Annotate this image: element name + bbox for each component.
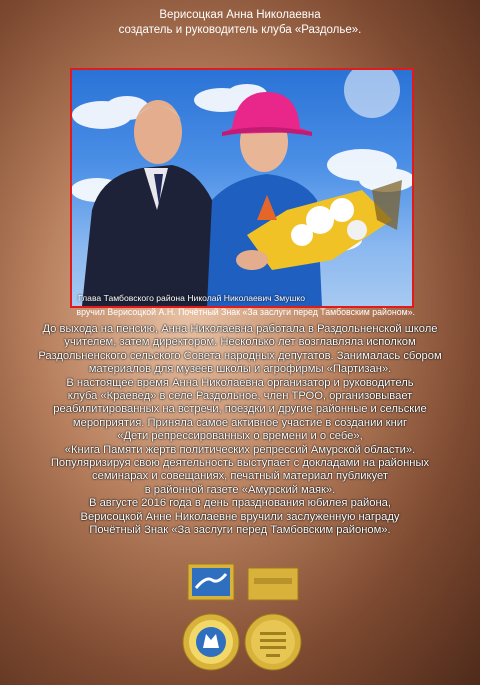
bio-line: в районной газете «Амурский маяк».: [144, 483, 336, 496]
bio-line: До выхода на пенсию, Анна Николаевна работала в Раздольненской школе: [42, 323, 438, 335]
photo-caption: Глава Тамбовского района Николай Николаевич Змушко: [78, 293, 306, 303]
bio-line: клуба «Краевед» в селе Раздольное, член ТРОО, организовывает: [67, 390, 413, 403]
right-medal-icon: [244, 564, 302, 682]
bio-line: Раздольненского сельского Совета народных депутатов. Занималась сбором: [38, 349, 442, 362]
author-name: Верисоцкая Анна Николаевна: [159, 9, 321, 21]
author-role: создатель и руководитель клуба «Раздолье».: [118, 24, 362, 36]
bio-line: В настоящее время Анна Николаевна организатор и руководитель: [66, 376, 414, 389]
page-header: [0, 8, 480, 38]
bio-line: материалов для музеев школы и агрофирмы «Партизан».: [88, 363, 392, 376]
bio-line: Верисоцкой Анне Николаевне вручили заслуженную награду: [80, 510, 400, 523]
bio-line: учителем, затем директором. Несколько лет возглавляла исполком: [64, 336, 416, 349]
bio-line: «Дети репрессированных о времени и о себе»,: [117, 430, 363, 443]
bio-line: «Книга Памяти жертв политических репрессий Амурской области».: [64, 443, 416, 456]
bio-line: семинарах и совещаниях, печатный материал публикует: [92, 470, 388, 483]
bio-line: Почётный Знак «За заслуги перед Тамбовским районом».: [89, 524, 391, 537]
bio-line: мероприятия. Приняла самое активное участие в создании книг: [72, 416, 408, 429]
bio-line: Популяризируя свою деятельность выступает с докладами на районных: [50, 457, 430, 470]
left-medal-icon: [182, 562, 240, 682]
bio-line: реабилитированных на встречи, поездки и другие районные и сельские: [53, 403, 427, 416]
photo-illustration: [72, 70, 412, 306]
medals-group: [0, 562, 480, 682]
bio-line: В августе 2016 года в день празднования юбилея района,: [89, 497, 391, 510]
award-photo: [70, 68, 414, 308]
biography-text: [20, 323, 460, 538]
award-note: вручил Верисоцкой А.Н. Почётный Знак «За заслуги перед Тамбовским районом».: [76, 307, 415, 317]
